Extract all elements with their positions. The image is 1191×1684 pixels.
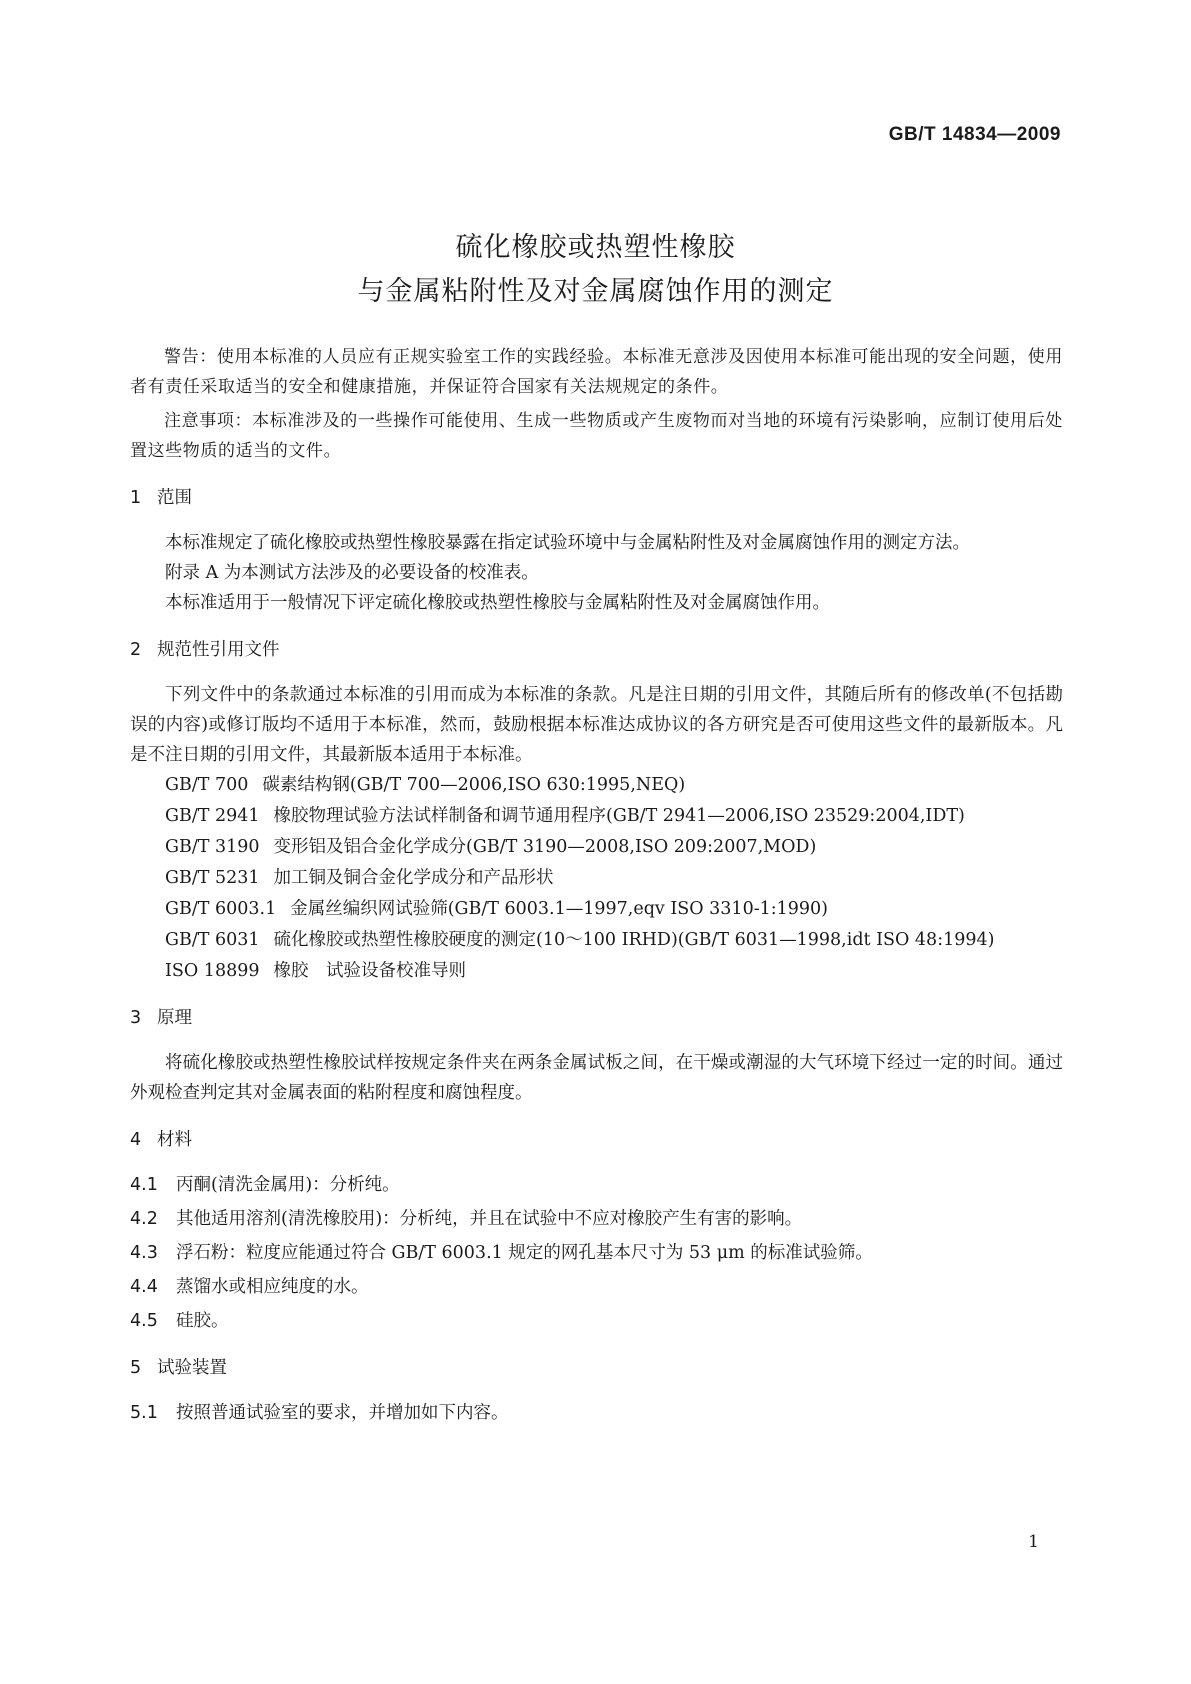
- item-text: 丙酮(清洗金属用)：分析纯。: [176, 1175, 400, 1195]
- document-title: [0, 226, 1191, 314]
- reference-code: GB/T 5231: [165, 868, 260, 888]
- material-item: [130, 1272, 1063, 1302]
- section-number: 1: [130, 488, 142, 508]
- reference-text: 金属丝编织网试验筛(GB/T 6003.1—1997,eqv ISO 3310-1:1990): [290, 899, 829, 919]
- scope-paragraph: 本标准规定了硫化橡胶或热塑性橡胶暴露在指定试验环境中与金属粘附性及对金属腐蚀作用的测定方法。: [165, 533, 970, 553]
- item-number: 4.1: [130, 1175, 158, 1195]
- section-title: 原理: [157, 1008, 192, 1028]
- item-text: 浮石粉：粒度应能通过符合 GB/T 6003.1 规定的网孔基本尺寸为 53 μm 的标准试验筛。: [176, 1243, 873, 1263]
- section-number: 4: [130, 1130, 142, 1150]
- item-number: 4.2: [130, 1209, 158, 1229]
- reference-code: GB/T 700: [165, 775, 249, 795]
- section-title: 材料: [157, 1130, 192, 1150]
- references-intro: 下列文件中的条款通过本标准的引用而成为本标准的条款。凡是注日期的引用文件，其随后所有的修改单(不包括勘误的内容)或修订版均不适用于本标准，然而，鼓励根据本标准达成协议的各方研究是否可使用这些文件的最新版本。凡是不注日期的引用文件，其最新版本适用于本标准。: [130, 685, 1063, 765]
- material-item: [130, 1306, 1063, 1336]
- scope-paragraph: 本标准适用于一般情况下评定硫化橡胶或热塑性橡胶与金属粘附性及对金属腐蚀作用。: [165, 593, 830, 613]
- item-number: 5.1: [130, 1403, 158, 1423]
- reference-entry: [130, 863, 1063, 893]
- item-number: 4.3: [130, 1243, 158, 1263]
- section-heading-materials: [130, 1126, 1063, 1154]
- material-item: [130, 1238, 1063, 1268]
- reference-code: GB/T 6031: [165, 930, 260, 950]
- section-heading-scope: [130, 484, 1063, 512]
- section-title: 试验装置: [157, 1358, 227, 1378]
- reference-text: 加工铜及铜合金化学成分和产品形状: [273, 868, 554, 888]
- reference-code: GB/T 3190: [165, 837, 260, 857]
- reference-entry: [130, 894, 1063, 924]
- standard-code: GB/T 14834—2009: [888, 124, 1061, 145]
- section-heading-normative-references: [130, 636, 1063, 664]
- scope-paragraph: 附录 A 为本测试方法涉及的必要设备的校准表。: [165, 563, 539, 583]
- reference-entry: [130, 925, 1063, 955]
- section-heading-apparatus: [130, 1354, 1063, 1382]
- document-body: [130, 342, 1063, 1432]
- title-line-2: 与金属粘附性及对金属腐蚀作用的测定: [357, 276, 834, 307]
- reference-code: GB/T 2941: [165, 806, 260, 826]
- section-number: 3: [130, 1008, 142, 1028]
- reference-text: 碳素结构钢(GB/T 700—2006,ISO 630:1995,NEQ): [262, 775, 686, 795]
- item-text: 其他适用溶剂(清洗橡胶用)：分析纯，并且在试验中不应对橡胶产生有害的影响。: [176, 1209, 803, 1229]
- reference-code: ISO 18899: [165, 961, 260, 981]
- section-number: 2: [130, 640, 142, 660]
- section-title: 范围: [157, 488, 192, 508]
- section-heading-principle: [130, 1004, 1063, 1032]
- caution-notice: 注意事项：本标准涉及的一些操作可能使用、生成一些物质或产生废物而对当地的环境有污染影响，应制订使用后处置这些物质的适当的文件。: [130, 411, 1063, 461]
- section-number: 5: [130, 1358, 142, 1378]
- reference-code: GB/T 6003.1: [165, 899, 277, 919]
- item-text: 蒸馏水或相应纯度的水。: [176, 1277, 369, 1297]
- page-number: 1: [1028, 1532, 1039, 1552]
- item-text: 硅胶。: [176, 1311, 229, 1331]
- item-text: 按照普通试验室的要求，并增加如下内容。: [176, 1403, 509, 1423]
- item-number: 4.5: [130, 1311, 158, 1331]
- material-item: [130, 1170, 1063, 1200]
- section-title: 规范性引用文件: [157, 640, 280, 660]
- reference-entry: [130, 832, 1063, 862]
- apparatus-item: [130, 1398, 1063, 1428]
- item-number: 4.4: [130, 1277, 158, 1297]
- reference-text: 橡胶物理试验方法试样制备和调节通用程序(GB/T 2941—2006,ISO 23529:2004,IDT): [273, 806, 965, 826]
- reference-entry: [130, 956, 1063, 986]
- reference-entry: [130, 770, 1063, 800]
- warning-notice: 警告：使用本标准的人员应有正规实验室工作的实践经验。本标准无意涉及因使用本标准可能出现的安全问题，使用者有责任采取适当的安全和健康措施，并保证符合国家有关法规规定的条件。: [130, 347, 1063, 397]
- title-line-1: 硫化橡胶或热塑性橡胶: [455, 232, 736, 263]
- reference-text: 硫化橡胶或热塑性橡胶硬度的测定(10～100 IRHD)(GB/T 6031—1998,idt ISO 48:1994): [273, 930, 995, 950]
- reference-entry: [130, 801, 1063, 831]
- reference-text: 变形铝及铝合金化学成分(GB/T 3190—2008,ISO 209:2007,MOD): [273, 837, 817, 857]
- reference-text: 橡胶 试验设备校准导则: [273, 961, 466, 981]
- material-item: [130, 1204, 1063, 1234]
- principle-paragraph: 将硫化橡胶或热塑性橡胶试样按规定条件夹在两条金属试板之间，在干燥或潮湿的大气环境下经过一定的时间。通过外观检查判定其对金属表面的粘附程度和腐蚀程度。: [130, 1053, 1063, 1103]
